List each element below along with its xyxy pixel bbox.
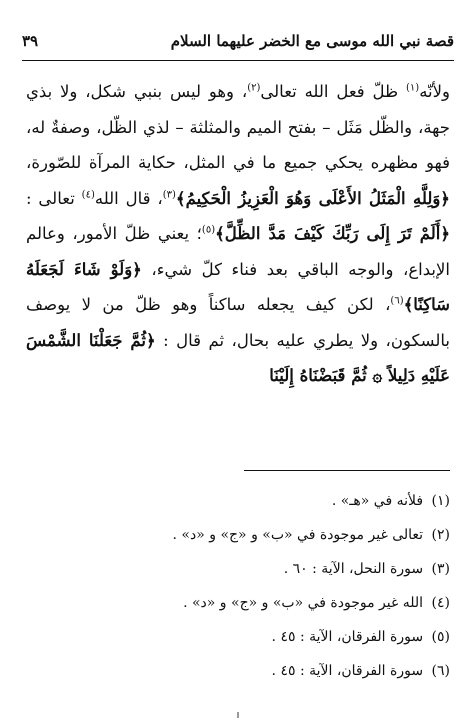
footnote-text: سورة النحل، الآية : ٦٠ . bbox=[283, 561, 424, 577]
header-rule bbox=[22, 60, 454, 61]
page-end-mark bbox=[237, 712, 239, 718]
footnote-text: سورة الفرقان، الآية : ٤٥ . bbox=[271, 663, 424, 679]
footnote-number: (٢) bbox=[431, 527, 450, 543]
footnote-text: فلأنه في «هـ» . bbox=[331, 493, 424, 509]
footnote-item bbox=[26, 518, 450, 552]
text-segment: ولأنّه bbox=[419, 82, 451, 101]
footnote-number: (٤) bbox=[431, 595, 450, 611]
text-segment: ، وهو ليس بنبي شكل، ولا بذي جهة، والظّل مَثَل – بفتح الميم والمثلثة – لذي الظّل، وصفةٌ له، فهو مظهره يحكي جميع ما في المثل، حكاية المرآة للصّورة، bbox=[26, 82, 450, 172]
footnote-ref: (١) bbox=[406, 82, 420, 94]
quran-verse: ﴿ثُمَّ جَعَلْنَا الشَّمْسَ عَلَيْهِ دَلِيلاً ۞ ثُمَّ قَبَضْنَاهُ إِلَيْنَا bbox=[26, 330, 450, 385]
footnote-ref: (٢) bbox=[247, 82, 261, 94]
footnote-ref: (٣) bbox=[162, 189, 176, 200]
text-segment: ، قال الله bbox=[94, 188, 163, 208]
footnote-number: (٦) bbox=[431, 663, 450, 679]
text-segment: تعالى : bbox=[26, 188, 82, 208]
footnotes bbox=[26, 484, 450, 688]
page-number: ٣٩ bbox=[22, 32, 39, 50]
footnote-ref: (٥) bbox=[201, 224, 216, 236]
footnote-number: (٥) bbox=[431, 629, 450, 645]
footnote-item bbox=[26, 484, 450, 518]
quran-verse: ﴿وَلِلَّهِ الْمَثَلُ الأَعْلَى وَهُوَ الْعَزِيزُ الْحَكِيمُ﴾ bbox=[175, 188, 450, 208]
footnote-ref: (٦) bbox=[390, 295, 404, 307]
quran-verse: ﴿أَلَمْ تَرَ إِلَى رَبِّكَ كَيْفَ مَدَّ الظِّلَّ﴾ bbox=[215, 224, 450, 243]
text-segment: ؛ يعني ظلّ الأمور، وعالم الإبداع، والوجه الباقي بعد فناء كلّ شيء، bbox=[26, 224, 451, 279]
main-paragraph bbox=[26, 74, 450, 394]
text-segment: ، لكن كيف يجعله ساكناً وهو ظلّ من لا يوصف بالسكون، ولا يطري عليه بحال، ثم قال : bbox=[26, 295, 451, 350]
footnote-ref: (٤) bbox=[81, 189, 95, 200]
footnote-text: الله غير موجودة في «ب» و «ج» و «د» . bbox=[183, 595, 424, 611]
text-segment: ظلّ فعل الله تعالى bbox=[260, 82, 406, 101]
page-header bbox=[22, 22, 454, 62]
footnote-item bbox=[26, 654, 450, 688]
footnote-rule bbox=[244, 470, 450, 471]
running-title: قصة نبي الله موسى مع الخضر عليهما السلام bbox=[170, 32, 454, 50]
footnote-item bbox=[26, 552, 450, 586]
footnote-number: (٣) bbox=[431, 561, 450, 577]
main-text bbox=[26, 74, 450, 394]
footnote-text: سورة الفرقان، الآية : ٤٥ . bbox=[271, 629, 424, 645]
footnote-number: (١) bbox=[431, 493, 450, 509]
footnote-item bbox=[26, 586, 450, 620]
footnote-item bbox=[26, 620, 450, 654]
footnote-text: تعالى غير موجودة في «ب» و «ج» و «د» . bbox=[172, 527, 424, 543]
quran-verse: ﴿وَلَوْ شَاءَ لَجَعَلَهُ سَاكِنًا﴾ bbox=[26, 259, 450, 314]
